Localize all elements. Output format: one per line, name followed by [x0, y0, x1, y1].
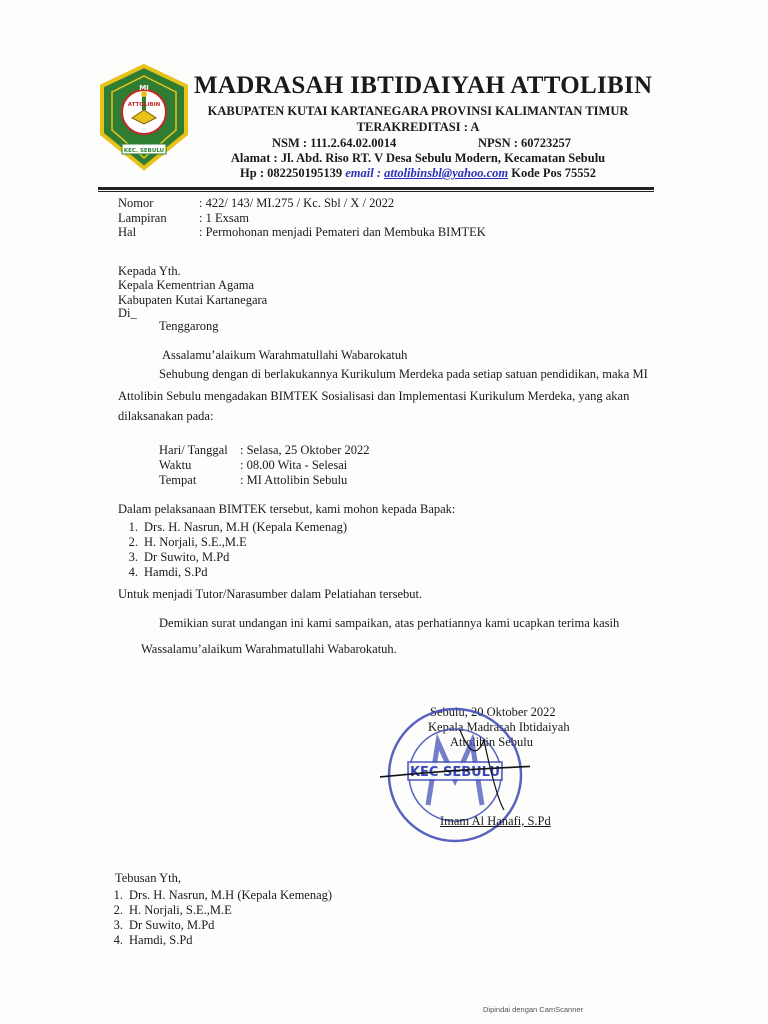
meta-value-lampiran: : 1 Exsam	[199, 211, 249, 225]
signature-position: Kepala Madrasah Ibtidaiyah	[428, 720, 570, 734]
person-name: Dr Suwito, M.Pd	[144, 550, 230, 564]
list-item	[103, 888, 332, 903]
copies-title: Tebusan Yth,	[115, 871, 182, 885]
email-label: email :	[345, 166, 382, 180]
meta-label-hal: Hal	[118, 225, 137, 239]
recipient-line: Kabupaten Kutai Kartanegara	[118, 293, 268, 307]
signature-place-date: Sebulu, 20 Oktober 2022	[430, 705, 556, 719]
recipient-line: Kepada Yth.	[118, 264, 181, 278]
schedule-value-date: : Selasa, 25 Oktober 2022	[240, 443, 370, 457]
nsm-number: NSM : 111.2.64.02.0014	[272, 136, 397, 150]
list-item	[103, 918, 214, 933]
copy-recipient: Hamdi, S.Pd	[129, 933, 193, 947]
meta-label-lampiran: Lampiran	[118, 211, 167, 225]
copy-recipient: Dr Suwito, M.Pd	[129, 918, 215, 932]
phone-number: Hp : 082250195139	[240, 166, 343, 180]
school-name-title: MADRASAH IBTIDAIYAH ATTOLIBIN	[194, 72, 653, 99]
scanner-watermark: Dipindai dengan CamScanner	[483, 1005, 584, 1014]
accreditation: TERAKREDITASI : A	[356, 120, 480, 134]
recipient-city: Tenggarong	[159, 319, 219, 333]
list-number: 2.	[113, 903, 123, 917]
letterhead-divider-thick	[98, 187, 654, 190]
school-address: Alamat : Jl. Abd. Riso RT. V Desa Sebulu Modern, Kecamatan Sebulu	[230, 151, 606, 165]
contact-line	[196, 166, 640, 181]
paragraph-line: Attolibin Sebulu mengadakan BIMTEK Sosialisasi dan Implementasi Kurikulum Merdeka, yang akan	[118, 389, 630, 403]
purpose-text: Untuk menjadi Tutor/Narasumber dalam Pelatiahan tersebut.	[118, 587, 423, 601]
meta-value-nomor: : 422/ 143/ MI.275 / Kc. Sbl / X / 2022	[199, 196, 395, 210]
list-number: 2.	[128, 535, 138, 549]
signature-position: Attolibin Sebulu	[450, 735, 533, 749]
list-number: 4.	[113, 933, 123, 947]
logo-bottom-text: KEC. SEBULU	[123, 148, 165, 154]
copy-recipient: H. Norjali, S.E.,M.E	[129, 903, 232, 917]
farewell-text: Wassalamu’alaikum Warahmatullahi Wabarokatuh.	[141, 642, 397, 656]
list-number: 3.	[128, 550, 138, 564]
schedule-value-time: : 08.00 Wita - Selesai	[240, 458, 348, 472]
list-item	[118, 565, 208, 580]
list-number: 1.	[113, 888, 123, 902]
meta-value-hal: : Permohonan menjadi Pemateri dan Membuka BIMTEK	[199, 225, 486, 239]
schedule-label-place: Tempat	[159, 473, 197, 487]
regency-subtitle: KABUPATEN KUTAI KARTANEGARA PROVINSI KALIMANTAN TIMUR	[207, 104, 629, 118]
postal-code: Kode Pos 75552	[511, 166, 596, 180]
paragraph-line: Sehubung dengan di berlakukannya Kurikulum Merdeka pada setiap satuan pendidikan, maka MI	[159, 367, 648, 381]
request-intro: Dalam pelaksanaan BIMTEK tersebut, kami mohon kepada Bapak:	[118, 502, 456, 516]
list-item	[118, 550, 229, 565]
email-link[interactable]: attolibinsbl@yahoo.com	[384, 166, 509, 180]
meta-label-nomor: Nomor	[118, 196, 154, 210]
letterhead-divider-thin	[98, 191, 654, 192]
logo-top-text: MI	[139, 84, 149, 92]
copy-recipient: Drs. H. Nasrun, M.H (Kepala Kemenag)	[129, 888, 333, 902]
closing-text: Demikian surat undangan ini kami sampaikan, atas perhatiannya kami ucapkan terima kasih	[159, 616, 620, 630]
schedule-label-date: Hari/ Tanggal	[159, 443, 228, 457]
schedule-label-time: Waktu	[159, 458, 192, 472]
list-number: 4.	[128, 565, 138, 579]
madrasah-logo-icon	[96, 64, 192, 172]
person-name: Hamdi, S.Pd	[144, 565, 208, 579]
list-number: 3.	[113, 918, 123, 932]
recipient-line: Di_	[118, 306, 137, 320]
stamp-text: KEC SEBULU	[409, 765, 501, 780]
recipient-line: Kepala Kementrian Agama	[118, 278, 255, 292]
paragraph-line: dilaksanakan pada:	[118, 409, 214, 423]
schedule-value-place: : MI Attolibin Sebulu	[240, 473, 348, 487]
greeting: Assalamu’alaikum Warahmatullahi Wabarokatuh	[162, 348, 408, 362]
signatory-name: Imam Al Hanafi, S.Pd	[440, 814, 551, 828]
list-item	[118, 535, 247, 550]
list-item	[103, 933, 193, 948]
person-name: H. Norjali, S.E.,M.E	[144, 535, 247, 549]
list-item	[118, 520, 347, 535]
npsn-number: NPSN : 60723257	[478, 136, 572, 150]
person-name: Drs. H. Nasrun, M.H (Kepala Kemenag)	[144, 520, 348, 534]
logo-name-text: ATTOLIBIN	[127, 102, 161, 108]
list-item	[103, 903, 232, 918]
list-number: 1.	[128, 520, 138, 534]
